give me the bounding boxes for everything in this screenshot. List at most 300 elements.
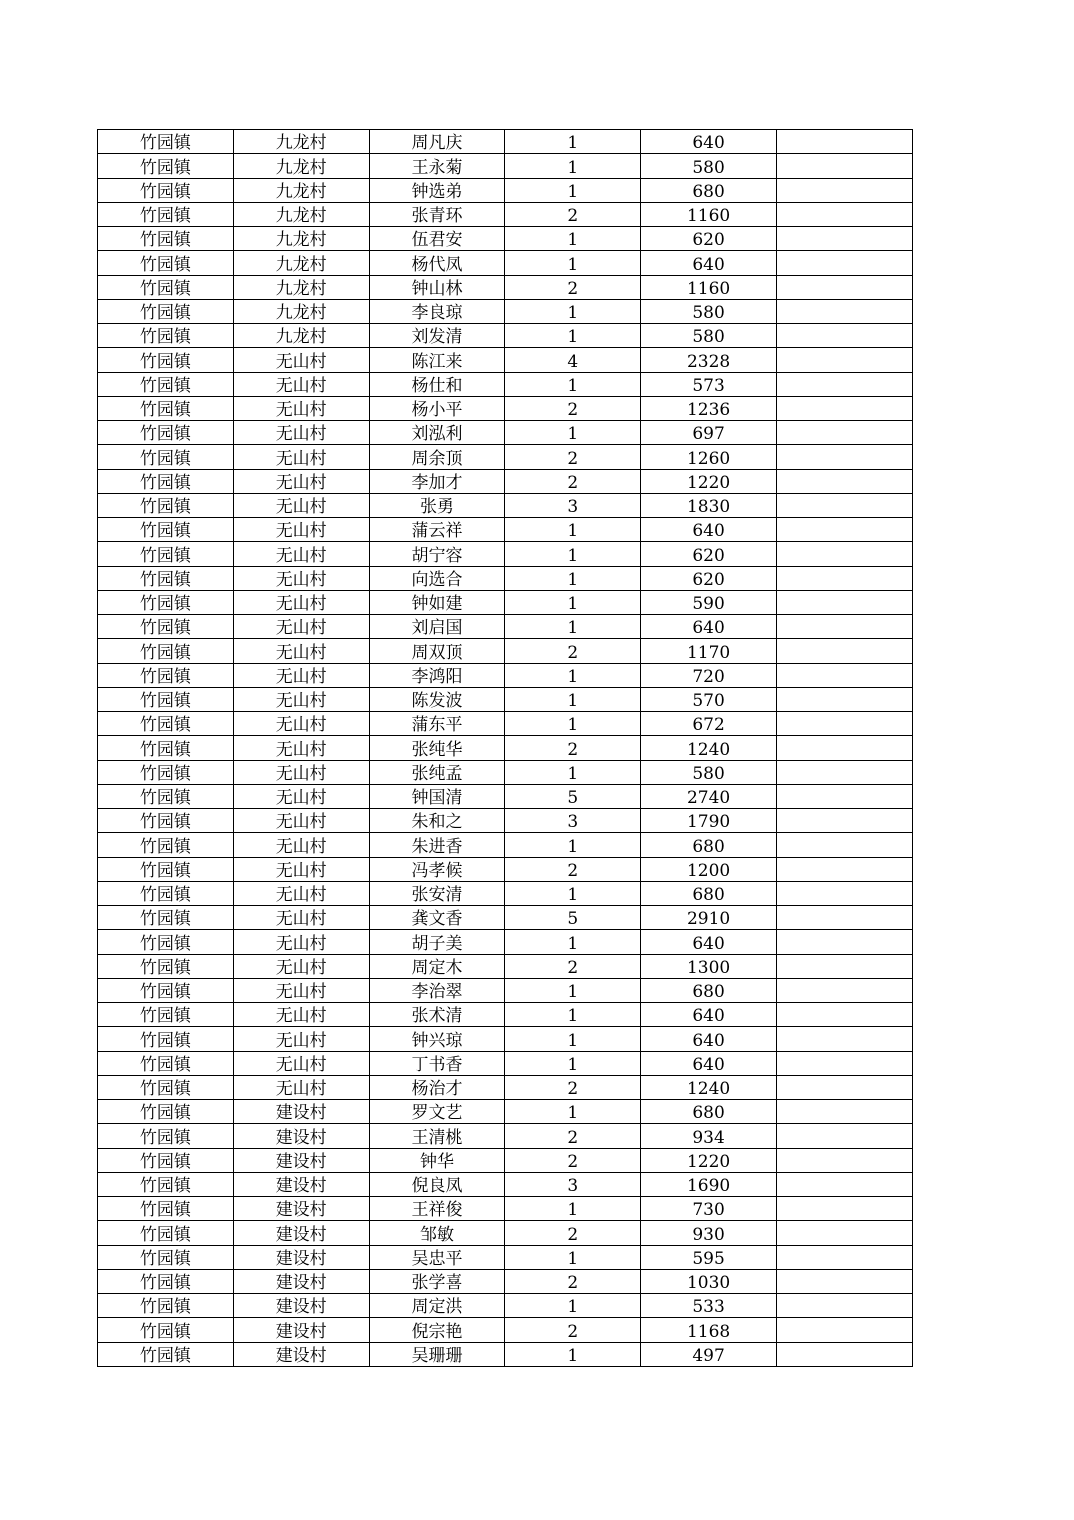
table-body — [98, 130, 913, 1367]
town-cell: 竹园镇 — [98, 1100, 234, 1124]
remark-cell — [776, 639, 912, 663]
count-cell: 1 — [505, 1100, 641, 1124]
count-cell: 1 — [505, 566, 641, 590]
remark-cell — [776, 493, 912, 517]
amount-cell: 640 — [641, 615, 777, 639]
remark-cell — [776, 1197, 912, 1221]
remark-cell — [776, 687, 912, 711]
town-cell: 竹园镇 — [98, 1269, 234, 1293]
remark-cell — [776, 566, 912, 590]
remark-cell — [776, 833, 912, 857]
name-cell: 丁书香 — [369, 1051, 505, 1075]
remark-cell — [776, 1051, 912, 1075]
table-row — [98, 1075, 913, 1099]
town-cell: 竹园镇 — [98, 663, 234, 687]
remark-cell — [776, 251, 912, 275]
table-row — [98, 1318, 913, 1342]
name-cell: 倪宗艳 — [369, 1318, 505, 1342]
name-cell: 冯孝候 — [369, 857, 505, 881]
name-cell: 罗文艺 — [369, 1100, 505, 1124]
village-cell: 无山村 — [233, 954, 369, 978]
town-cell: 竹园镇 — [98, 227, 234, 251]
remark-cell — [776, 421, 912, 445]
count-cell: 4 — [505, 348, 641, 372]
town-cell: 竹园镇 — [98, 1318, 234, 1342]
amount-cell: 580 — [641, 299, 777, 323]
name-cell: 周余顶 — [369, 445, 505, 469]
town-cell: 竹园镇 — [98, 445, 234, 469]
village-cell: 无山村 — [233, 1075, 369, 1099]
amount-cell: 640 — [641, 251, 777, 275]
name-cell: 张术清 — [369, 1003, 505, 1027]
name-cell: 王清桃 — [369, 1124, 505, 1148]
town-cell: 竹园镇 — [98, 809, 234, 833]
town-cell: 竹园镇 — [98, 518, 234, 542]
amount-cell: 640 — [641, 518, 777, 542]
amount-cell: 1260 — [641, 445, 777, 469]
name-cell: 吴忠平 — [369, 1245, 505, 1269]
remark-cell — [776, 590, 912, 614]
amount-cell: 680 — [641, 978, 777, 1002]
count-cell: 1 — [505, 1342, 641, 1366]
remark-cell — [776, 1294, 912, 1318]
name-cell: 杨小平 — [369, 396, 505, 420]
remark-cell — [776, 1318, 912, 1342]
village-cell: 无山村 — [233, 906, 369, 930]
town-cell: 竹园镇 — [98, 857, 234, 881]
village-cell: 无山村 — [233, 930, 369, 954]
village-cell: 无山村 — [233, 372, 369, 396]
amount-cell: 640 — [641, 130, 777, 154]
village-cell: 无山村 — [233, 881, 369, 905]
remark-cell — [776, 154, 912, 178]
count-cell: 2 — [505, 1148, 641, 1172]
name-cell: 伍君安 — [369, 227, 505, 251]
village-cell: 无山村 — [233, 1003, 369, 1027]
remark-cell — [776, 663, 912, 687]
name-cell: 钟山林 — [369, 275, 505, 299]
count-cell: 2 — [505, 954, 641, 978]
village-cell: 无山村 — [233, 760, 369, 784]
amount-cell: 1170 — [641, 639, 777, 663]
count-cell: 1 — [505, 590, 641, 614]
village-cell: 建设村 — [233, 1148, 369, 1172]
name-cell: 钟国清 — [369, 784, 505, 808]
table-row — [98, 299, 913, 323]
count-cell: 1 — [505, 930, 641, 954]
village-cell: 无山村 — [233, 566, 369, 590]
name-cell: 张安清 — [369, 881, 505, 905]
count-cell: 1 — [505, 372, 641, 396]
count-cell: 1 — [505, 421, 641, 445]
table-row — [98, 469, 913, 493]
town-cell: 竹园镇 — [98, 178, 234, 202]
count-cell: 1 — [505, 542, 641, 566]
town-cell: 竹园镇 — [98, 1075, 234, 1099]
name-cell: 朱进香 — [369, 833, 505, 857]
remark-cell — [776, 809, 912, 833]
name-cell: 周定洪 — [369, 1294, 505, 1318]
amount-cell: 1690 — [641, 1172, 777, 1196]
table-row — [98, 857, 913, 881]
amount-cell: 1236 — [641, 396, 777, 420]
remark-cell — [776, 1100, 912, 1124]
amount-cell: 640 — [641, 930, 777, 954]
name-cell: 杨治才 — [369, 1075, 505, 1099]
village-cell: 无山村 — [233, 1027, 369, 1051]
village-cell: 无山村 — [233, 615, 369, 639]
remark-cell — [776, 324, 912, 348]
village-cell: 无山村 — [233, 469, 369, 493]
town-cell: 竹园镇 — [98, 712, 234, 736]
amount-cell: 640 — [641, 1027, 777, 1051]
village-cell: 无山村 — [233, 348, 369, 372]
table-row — [98, 687, 913, 711]
table-row — [98, 1003, 913, 1027]
table-row — [98, 1148, 913, 1172]
village-cell: 无山村 — [233, 493, 369, 517]
amount-cell: 720 — [641, 663, 777, 687]
table-row — [98, 1342, 913, 1366]
name-cell: 钟选弟 — [369, 178, 505, 202]
town-cell: 竹园镇 — [98, 736, 234, 760]
village-cell: 无山村 — [233, 518, 369, 542]
table-row — [98, 1100, 913, 1124]
count-cell: 3 — [505, 1172, 641, 1196]
table-row — [98, 324, 913, 348]
amount-cell: 640 — [641, 1051, 777, 1075]
town-cell: 竹园镇 — [98, 1342, 234, 1366]
count-cell: 2 — [505, 202, 641, 226]
village-cell: 九龙村 — [233, 324, 369, 348]
village-cell: 无山村 — [233, 833, 369, 857]
town-cell: 竹园镇 — [98, 348, 234, 372]
amount-cell: 1160 — [641, 275, 777, 299]
remark-cell — [776, 1172, 912, 1196]
town-cell: 竹园镇 — [98, 1027, 234, 1051]
remark-cell — [776, 906, 912, 930]
name-cell: 刘发清 — [369, 324, 505, 348]
name-cell: 张纯华 — [369, 736, 505, 760]
name-cell: 邹敏 — [369, 1221, 505, 1245]
town-cell: 竹园镇 — [98, 1051, 234, 1075]
table-row — [98, 1172, 913, 1196]
table-row — [98, 421, 913, 445]
amount-cell: 1240 — [641, 1075, 777, 1099]
town-cell: 竹园镇 — [98, 881, 234, 905]
table-row — [98, 881, 913, 905]
town-cell: 竹园镇 — [98, 687, 234, 711]
count-cell: 1 — [505, 1003, 641, 1027]
village-cell: 九龙村 — [233, 275, 369, 299]
village-cell: 无山村 — [233, 712, 369, 736]
table-row — [98, 348, 913, 372]
remark-cell — [776, 469, 912, 493]
village-cell: 九龙村 — [233, 178, 369, 202]
count-cell: 2 — [505, 445, 641, 469]
amount-cell: 680 — [641, 178, 777, 202]
amount-cell: 1030 — [641, 1269, 777, 1293]
table-row — [98, 906, 913, 930]
town-cell: 竹园镇 — [98, 1245, 234, 1269]
village-cell: 九龙村 — [233, 251, 369, 275]
name-cell: 张纯孟 — [369, 760, 505, 784]
town-cell: 竹园镇 — [98, 421, 234, 445]
remark-cell — [776, 1148, 912, 1172]
town-cell: 竹园镇 — [98, 978, 234, 1002]
amount-cell: 1160 — [641, 202, 777, 226]
village-cell: 无山村 — [233, 445, 369, 469]
remark-cell — [776, 857, 912, 881]
village-cell: 无山村 — [233, 784, 369, 808]
table-row — [98, 227, 913, 251]
table-row — [98, 590, 913, 614]
name-cell: 钟如建 — [369, 590, 505, 614]
village-cell: 无山村 — [233, 590, 369, 614]
name-cell: 李良琼 — [369, 299, 505, 323]
remark-cell — [776, 712, 912, 736]
count-cell: 1 — [505, 615, 641, 639]
table-row — [98, 372, 913, 396]
remark-cell — [776, 372, 912, 396]
village-cell: 建设村 — [233, 1124, 369, 1148]
count-cell: 3 — [505, 493, 641, 517]
amount-cell: 1200 — [641, 857, 777, 881]
table-row — [98, 954, 913, 978]
village-cell: 九龙村 — [233, 154, 369, 178]
village-cell: 无山村 — [233, 736, 369, 760]
name-cell: 李治翠 — [369, 978, 505, 1002]
table-row — [98, 1051, 913, 1075]
town-cell: 竹园镇 — [98, 396, 234, 420]
count-cell: 2 — [505, 469, 641, 493]
count-cell: 1 — [505, 251, 641, 275]
town-cell: 竹园镇 — [98, 1148, 234, 1172]
name-cell: 胡子美 — [369, 930, 505, 954]
amount-cell: 730 — [641, 1197, 777, 1221]
count-cell: 1 — [505, 833, 641, 857]
remark-cell — [776, 881, 912, 905]
amount-cell: 1830 — [641, 493, 777, 517]
remark-cell — [776, 1342, 912, 1366]
name-cell: 杨代凤 — [369, 251, 505, 275]
name-cell: 周定木 — [369, 954, 505, 978]
amount-cell: 1168 — [641, 1318, 777, 1342]
village-cell: 九龙村 — [233, 227, 369, 251]
remark-cell — [776, 299, 912, 323]
village-cell: 无山村 — [233, 1051, 369, 1075]
town-cell: 竹园镇 — [98, 639, 234, 663]
amount-cell: 2740 — [641, 784, 777, 808]
village-cell: 无山村 — [233, 542, 369, 566]
town-cell: 竹园镇 — [98, 542, 234, 566]
count-cell: 1 — [505, 978, 641, 1002]
village-cell: 九龙村 — [233, 299, 369, 323]
table-row — [98, 202, 913, 226]
amount-cell: 580 — [641, 760, 777, 784]
town-cell: 竹园镇 — [98, 906, 234, 930]
village-cell: 无山村 — [233, 396, 369, 420]
name-cell: 周凡庆 — [369, 130, 505, 154]
town-cell: 竹园镇 — [98, 1221, 234, 1245]
name-cell: 蒲东平 — [369, 712, 505, 736]
name-cell: 张勇 — [369, 493, 505, 517]
table-row — [98, 178, 913, 202]
amount-cell: 497 — [641, 1342, 777, 1366]
table-row — [98, 493, 913, 517]
table-row — [98, 518, 913, 542]
village-cell: 无山村 — [233, 978, 369, 1002]
count-cell: 1 — [505, 760, 641, 784]
table-row — [98, 566, 913, 590]
village-cell: 建设村 — [233, 1269, 369, 1293]
table-row — [98, 784, 913, 808]
amount-cell: 573 — [641, 372, 777, 396]
amount-cell: 672 — [641, 712, 777, 736]
table-row — [98, 396, 913, 420]
town-cell: 竹园镇 — [98, 202, 234, 226]
table-row — [98, 1245, 913, 1269]
table-row — [98, 809, 913, 833]
count-cell: 1 — [505, 178, 641, 202]
village-cell: 建设村 — [233, 1221, 369, 1245]
name-cell: 钟兴琼 — [369, 1027, 505, 1051]
name-cell: 张青环 — [369, 202, 505, 226]
amount-cell: 580 — [641, 154, 777, 178]
count-cell: 2 — [505, 1318, 641, 1342]
remark-cell — [776, 518, 912, 542]
remark-cell — [776, 542, 912, 566]
amount-cell: 620 — [641, 566, 777, 590]
village-cell: 九龙村 — [233, 130, 369, 154]
name-cell: 向选合 — [369, 566, 505, 590]
count-cell: 1 — [505, 227, 641, 251]
table-row — [98, 542, 913, 566]
table-row — [98, 615, 913, 639]
amount-cell: 620 — [641, 227, 777, 251]
remark-cell — [776, 615, 912, 639]
town-cell: 竹园镇 — [98, 1003, 234, 1027]
amount-cell: 2328 — [641, 348, 777, 372]
count-cell: 2 — [505, 1124, 641, 1148]
count-cell: 2 — [505, 736, 641, 760]
count-cell: 2 — [505, 1269, 641, 1293]
village-cell: 无山村 — [233, 857, 369, 881]
name-cell: 杨仕和 — [369, 372, 505, 396]
name-cell: 吴珊珊 — [369, 1342, 505, 1366]
count-cell: 3 — [505, 809, 641, 833]
village-cell: 建设村 — [233, 1197, 369, 1221]
table-row — [98, 1124, 913, 1148]
village-cell: 建设村 — [233, 1342, 369, 1366]
count-cell: 2 — [505, 275, 641, 299]
table-row — [98, 275, 913, 299]
name-cell: 李鸿阳 — [369, 663, 505, 687]
remark-cell — [776, 1245, 912, 1269]
village-cell: 无山村 — [233, 687, 369, 711]
table-row — [98, 663, 913, 687]
amount-cell: 680 — [641, 833, 777, 857]
town-cell: 竹园镇 — [98, 154, 234, 178]
remark-cell — [776, 178, 912, 202]
town-cell: 竹园镇 — [98, 1294, 234, 1318]
remark-cell — [776, 1027, 912, 1051]
amount-cell: 580 — [641, 324, 777, 348]
amount-cell: 640 — [641, 1003, 777, 1027]
village-cell: 建设村 — [233, 1245, 369, 1269]
spreadsheet-page — [97, 129, 912, 1367]
table-row — [98, 445, 913, 469]
table-row — [98, 930, 913, 954]
remark-cell — [776, 760, 912, 784]
remark-cell — [776, 396, 912, 420]
remark-cell — [776, 130, 912, 154]
town-cell: 竹园镇 — [98, 251, 234, 275]
town-cell: 竹园镇 — [98, 299, 234, 323]
amount-cell: 1790 — [641, 809, 777, 833]
count-cell: 2 — [505, 396, 641, 420]
name-cell: 李加才 — [369, 469, 505, 493]
amount-cell: 697 — [641, 421, 777, 445]
count-cell: 1 — [505, 299, 641, 323]
name-cell: 刘泓利 — [369, 421, 505, 445]
town-cell: 竹园镇 — [98, 1197, 234, 1221]
remark-cell — [776, 202, 912, 226]
town-cell: 竹园镇 — [98, 784, 234, 808]
town-cell: 竹园镇 — [98, 1124, 234, 1148]
remark-cell — [776, 275, 912, 299]
village-cell: 建设村 — [233, 1294, 369, 1318]
town-cell: 竹园镇 — [98, 324, 234, 348]
village-cell: 无山村 — [233, 421, 369, 445]
table-row — [98, 1197, 913, 1221]
remark-cell — [776, 1075, 912, 1099]
table-row — [98, 760, 913, 784]
town-cell: 竹园镇 — [98, 760, 234, 784]
town-cell: 竹园镇 — [98, 615, 234, 639]
remark-cell — [776, 784, 912, 808]
town-cell: 竹园镇 — [98, 275, 234, 299]
town-cell: 竹园镇 — [98, 930, 234, 954]
amount-cell: 680 — [641, 1100, 777, 1124]
count-cell: 1 — [505, 130, 641, 154]
amount-cell: 620 — [641, 542, 777, 566]
remark-cell — [776, 348, 912, 372]
table-row — [98, 833, 913, 857]
remark-cell — [776, 1269, 912, 1293]
name-cell: 朱和之 — [369, 809, 505, 833]
amount-cell: 595 — [641, 1245, 777, 1269]
amount-cell: 590 — [641, 590, 777, 614]
table-row — [98, 251, 913, 275]
name-cell: 王永菊 — [369, 154, 505, 178]
count-cell: 1 — [505, 1294, 641, 1318]
name-cell: 陈江来 — [369, 348, 505, 372]
village-cell: 建设村 — [233, 1100, 369, 1124]
table-row — [98, 736, 913, 760]
count-cell: 1 — [505, 1197, 641, 1221]
remark-cell — [776, 978, 912, 1002]
village-cell: 九龙村 — [233, 202, 369, 226]
name-cell: 王祥俊 — [369, 1197, 505, 1221]
table-row — [98, 1027, 913, 1051]
remark-cell — [776, 736, 912, 760]
town-cell: 竹园镇 — [98, 954, 234, 978]
name-cell: 周双顶 — [369, 639, 505, 663]
table-row — [98, 130, 913, 154]
count-cell: 2 — [505, 1221, 641, 1245]
count-cell: 1 — [505, 154, 641, 178]
